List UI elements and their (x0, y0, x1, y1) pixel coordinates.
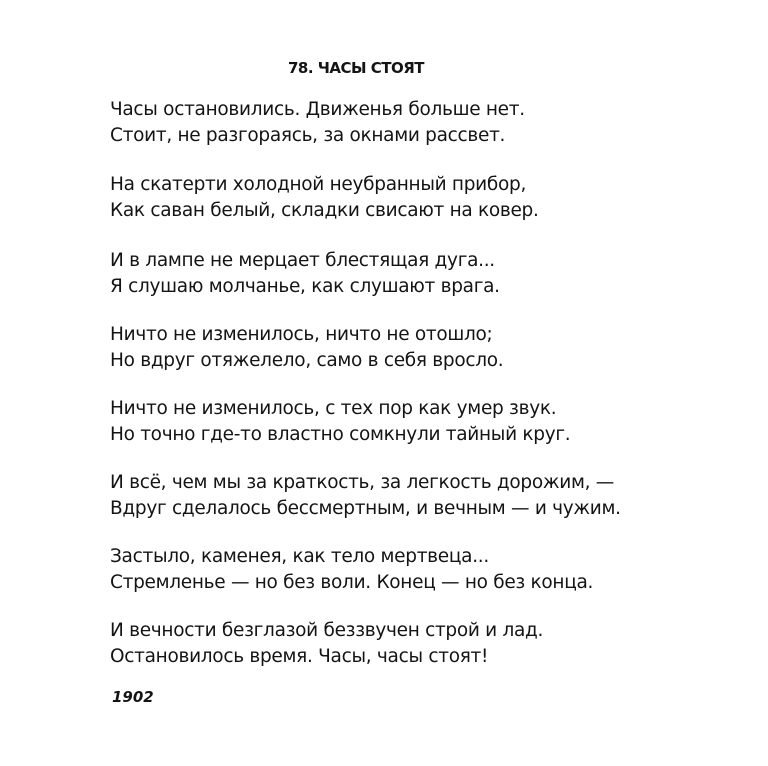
poem-line: Стоит, не разгораясь, за окнами рассвет. (110, 125, 506, 146)
stanza-1 (110, 97, 525, 149)
poem-line: На скатерти холодной неубранный прибор, (110, 174, 527, 195)
stanza-6 (110, 470, 621, 522)
stanza-4 (110, 322, 503, 374)
poem-line: И вечности безглазой беззвучен строй и лад. (110, 620, 544, 641)
poem-year: 1902 (112, 688, 154, 706)
poem-line: Я слушаю молчанье, как слушают врага. (110, 276, 500, 297)
poem-title: 78. ЧАСЫ СТОЯТ (287, 59, 425, 77)
poem-line: Вдруг сделалось бессмертным, и вечным — и чужим. (110, 498, 621, 519)
stanza-3 (110, 248, 500, 300)
stanza-7 (110, 544, 593, 596)
poem-line: Но точно где-то властно сомкнули тайный круг. (110, 424, 571, 445)
poem-line: Ничто не изменилось, с тех пор как умер звук. (110, 398, 557, 419)
poem-line: Но вдруг отяжелело, само в себя вросло. (110, 350, 504, 371)
poem-line: И в лампе не мерцает блестящая дуга... (110, 250, 495, 271)
poem-line: Стремленье — но без воли. Конец — но без конца. (110, 572, 594, 593)
poem-line: И всё, чем мы за краткость, за легкость дорожим, — (110, 472, 615, 493)
poem-line: Часы остановились. Движенья больше нет. (110, 99, 525, 120)
stanza-5 (110, 396, 570, 448)
poem-line: Ничто не изменилось, ничто не отошло; (110, 324, 493, 345)
poem-line: Остановилось время. Часы, часы стоят! (110, 646, 489, 667)
stanza-2 (110, 172, 539, 224)
stanza-8 (110, 618, 543, 670)
poem-line: Как саван белый, складки свисают на ковер. (110, 200, 539, 221)
poem-line: Застыло, каменея, как тело мертвеца... (110, 546, 489, 567)
